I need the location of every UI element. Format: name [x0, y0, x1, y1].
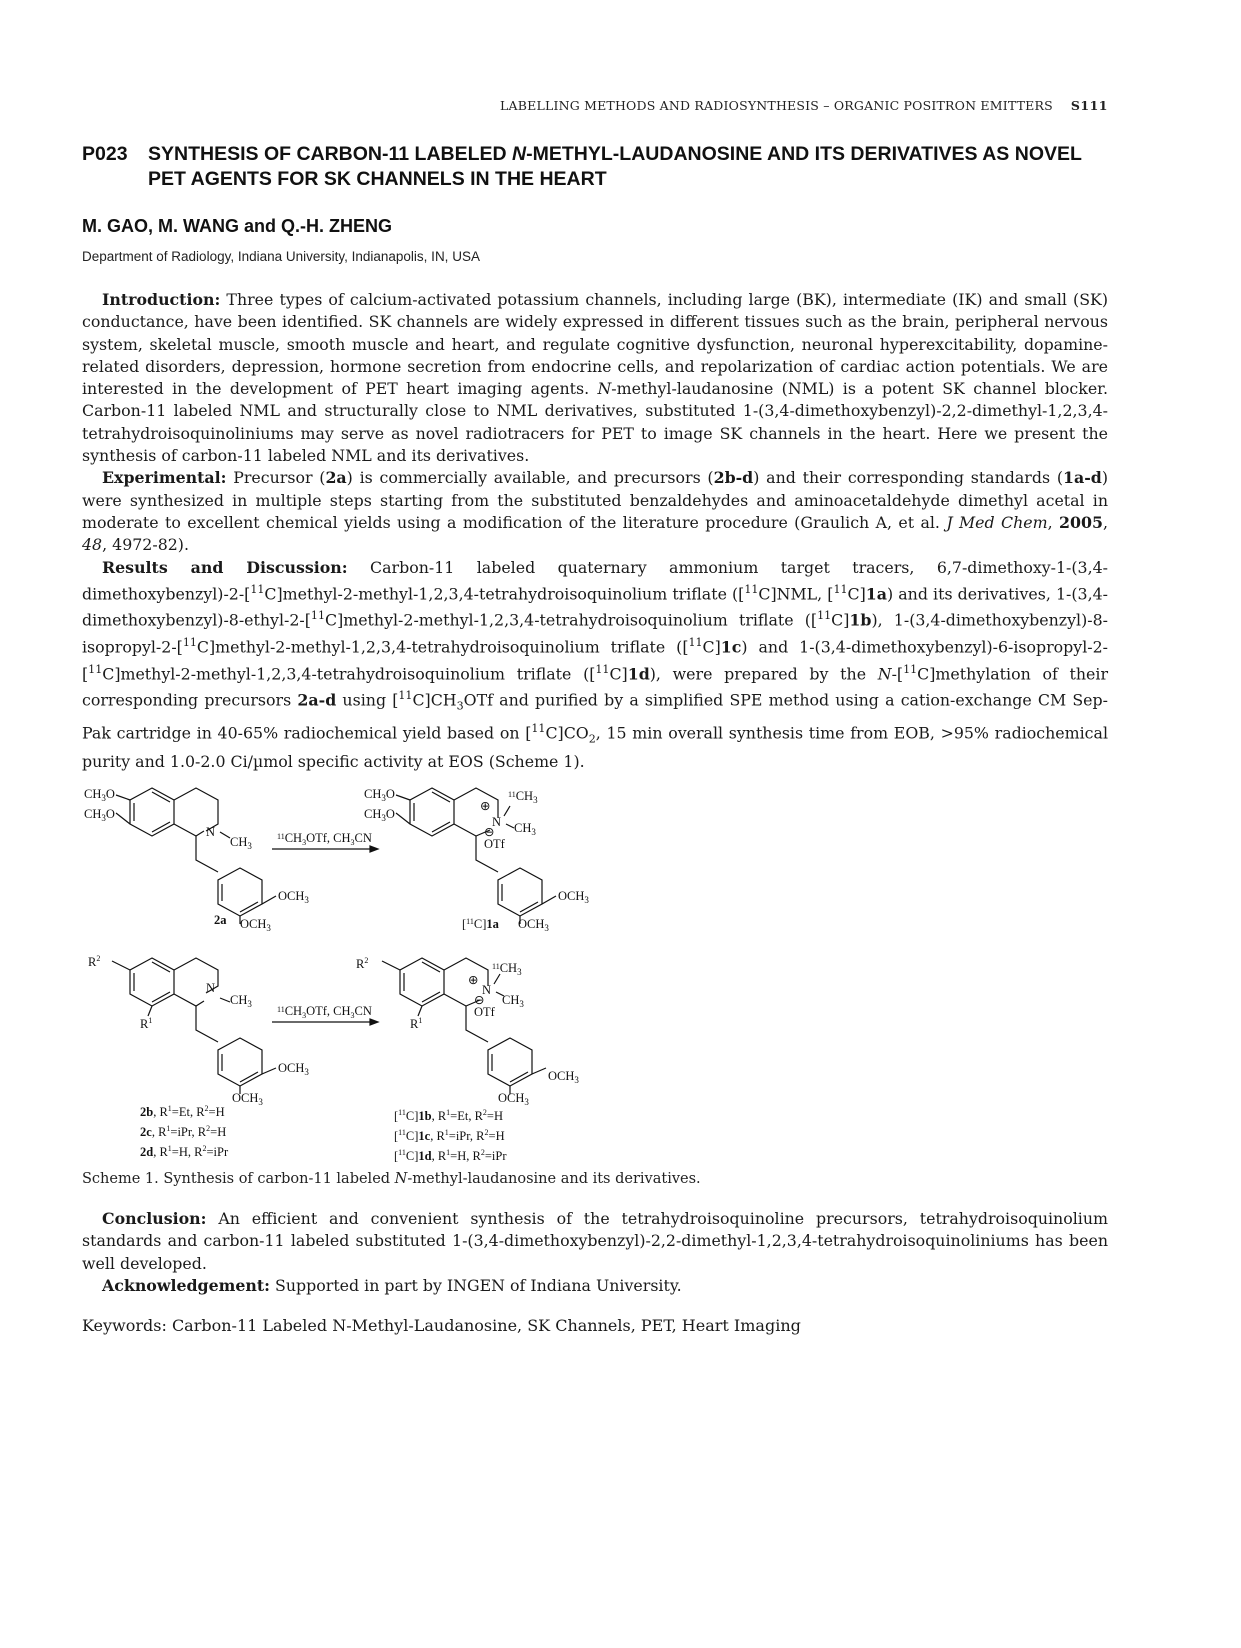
keywords: Keywords: Carbon-11 Labeled N-Methyl-Laudanosine, SK Channels, PET, Heart Imaging [82, 1316, 801, 1335]
running-header-text: LABELLING METHODS AND RADIOSYNTHESIS – ORGANIC POSITRON EMITTERS [500, 98, 1053, 113]
res-b-1d: 1d [627, 663, 650, 683]
caption-pre: Scheme 1. Synthesis of carbon-11 labeled [82, 1171, 395, 1187]
experimental-label: Experimental: [102, 468, 227, 488]
res-r9: C]methyl-2-methyl-1,2,3,4-tetrahydroisoquinolium triflate ([ [196, 637, 689, 657]
list-2d: 2d, $R^1=H$, $R^2=iPr$ [140, 1144, 229, 1159]
res-italic-n: N [877, 663, 892, 683]
caption-italic: N [394, 1171, 408, 1187]
bond [418, 1006, 422, 1016]
res-b-2ad: 2a-d [297, 690, 337, 710]
introduction-label: Introduction: [102, 290, 221, 309]
ring-1bd [444, 958, 488, 986]
bond [504, 806, 510, 816]
label-plus-charge: ⊕ [480, 799, 491, 813]
conclusion-label: Conclusion: [102, 1209, 207, 1228]
label-n-1a: N [492, 815, 502, 829]
exp-b1: 2a [325, 468, 347, 488]
res-r1: Carbon-11 labeled quaternary ammonium target tracers, 6,7-dimethoxy-1-(3,4-dimethoxybenzyl)-2-[ [82, 557, 1109, 604]
bond [220, 832, 230, 838]
res-sup: 11 [250, 582, 265, 596]
exp-b2: 2b-d [713, 468, 754, 488]
page-number: S111 [1070, 98, 1108, 113]
bond [196, 1006, 218, 1042]
exp-t2: ) is commercially available, and precursors ( [346, 468, 714, 488]
running-header [80, 98, 1108, 113]
caption-post: -methyl-laudanosine and its derivatives. [407, 1171, 701, 1187]
res-sup: 11 [903, 662, 918, 676]
label-och3-4-2bd: $OCH_3$ [278, 1061, 309, 1077]
res-r21: , 15 min overall synthesis time from EOB, >95% radiochemical purity and 1.0-2.0 Ci/µmol specific activity at EOS (Scheme 1). [82, 723, 1109, 771]
res-r6: C]methyl-2-methyl-1,2,3,4-tetrahydroisoquinolium triflate ([ [324, 610, 818, 630]
res-sup: 11 [182, 635, 197, 649]
res-sup: 11 [688, 635, 703, 649]
label-och3-4-2a: $OCH_3$ [278, 889, 309, 905]
res-sub2: 2 [588, 732, 596, 746]
bond [382, 961, 400, 970]
abstract-body [82, 289, 1108, 773]
list-1d: [$^{11}$C]1d, $R^1=H$, $R^2=iPr$ [394, 1148, 507, 1163]
label-reagent-top: $^{11}CH_3OTf$, $CH_3CN$ [277, 831, 372, 847]
bond [196, 836, 218, 872]
ring-1a [454, 788, 498, 818]
bond [532, 1068, 546, 1074]
label-n-1bd: N [482, 983, 492, 997]
ring-benzyl-2bd [218, 1038, 262, 1086]
abstract-code: P023 [82, 143, 128, 165]
label-ch3-1a: $CH_3$ [514, 821, 536, 837]
title-italic-n: N [512, 143, 527, 165]
label-och3-6: $CH_3O$ [84, 787, 115, 803]
authors: M. GAO, M. WANG and Q.-H. ZHENG [82, 216, 392, 236]
intro-text-1: Three types of calcium-activated potassium channels, including large (BK), intermediate (IK) and small (SK) conductance, have been identified. SK channels are widely expressed in different tissues such as the brain, peripheral nervous system, skeletal muscle, smooth muscle and heart, and regulate cognitive dysfunction, neuronal hyperexcitability, dopamine-related disorders, depression, hormone secretion from endocrine cells, and repolarization of cardiac action potentials. We are interested in the development of PET heart imaging agents. [82, 290, 1108, 399]
res-r14: ), were prepared by the [649, 663, 878, 683]
ring-benzyl-1bd [488, 1038, 532, 1086]
label-minus-charge: ⊖ [484, 825, 495, 839]
ring-aromatic-1bd [400, 958, 444, 1006]
ring-benzyl-1a [498, 868, 542, 916]
scheme-caption [82, 1171, 701, 1187]
bond [112, 961, 130, 970]
res-r10: C] [702, 637, 721, 657]
bond [220, 998, 230, 1002]
list-1b: [$^{11}$C]1b, $R^1=Et$, $R^2=H$ [394, 1108, 503, 1123]
exp-t1: Precursor ( [226, 468, 326, 488]
exp-volume: 48 [82, 535, 103, 555]
res-r17: using [ [336, 690, 399, 710]
label-och3-4-1a: $OCH_3$ [558, 889, 589, 905]
exp-journal: J Med Chem [946, 512, 1048, 532]
abstract-title [82, 142, 1112, 192]
label-och3-4-1bd: $OCH_3$ [548, 1069, 579, 1085]
label-n-2a: N [206, 825, 216, 839]
bond [196, 831, 204, 836]
bond [148, 1006, 152, 1016]
label-reagent-bottom: $^{11}CH_3OTf$, $CH_3CN$ [277, 1004, 372, 1020]
res-sup: 11 [744, 582, 759, 596]
exp-t4: ) were synthesized in multiple steps starting from the substituted benzaldehydes and aminoacetaldehyde dimethyl acetal in moderate to excellent chemical yields using a modification of the literature procedure (Graulich A, et al. [82, 468, 1109, 532]
res-r13: C] [609, 663, 628, 683]
label-r1-right: $R^1$ [410, 1016, 423, 1031]
exp-year: 2005 [1059, 512, 1103, 532]
bond [174, 824, 196, 836]
title-part2: -METHYL-LAUDANOSINE AND ITS DERIVATIVES AS NOVEL PET AGENTS FOR SK CHANNELS IN THE HEART [148, 143, 1082, 190]
label-r1-left: $R^1$ [140, 1016, 153, 1031]
results-paragraph [82, 557, 1108, 773]
label-11ch3-1a: $^{11}CH_3$ [508, 789, 538, 805]
affiliation: Department of Radiology, Indiana University, Indianapolis, IN, USA [82, 249, 480, 264]
res-r8: ), 1-(3,4-dimethoxybenzyl)-8-isopropyl-2-[ [82, 610, 1108, 657]
res-sup: 11 [88, 662, 103, 676]
res-sup: 11 [595, 662, 610, 676]
res-r19: OTf and purified by a simplified SPE method using a cation-exchange CM Sep-Pak cartridge in 40-65% radiochemical yield based on [ [82, 690, 1108, 743]
ring-aromatic-1a [410, 788, 454, 836]
label-otf-1bd: OTf [474, 1005, 495, 1019]
ring-aromatic-2a [130, 788, 174, 836]
res-r4: C] [847, 584, 866, 604]
experimental-paragraph [82, 467, 1108, 556]
res-b-1a: 1a [865, 584, 887, 604]
label-och3-3-1a: $OCH_3$ [518, 917, 549, 933]
label-2a: 2a [214, 913, 227, 927]
label-ch3-1bd: $CH_3$ [502, 993, 524, 1009]
abstract-body-conclusion [82, 1208, 1108, 1297]
acknowledgement-text: Supported in part by INGEN of Indiana University. [270, 1275, 682, 1295]
res-r15: -[ [891, 663, 904, 683]
label-r2-right: $R^2$ [356, 956, 369, 971]
label-och3-3-2a: $OCH_3$ [240, 917, 271, 933]
label-n-2bd: N [206, 981, 216, 995]
res-sup: 11 [310, 609, 325, 623]
bond [262, 896, 276, 904]
title-part1: SYNTHESIS OF CARBON-11 LABELED [148, 143, 513, 165]
label-och3-6-1a: $CH_3O$ [364, 787, 395, 803]
bond [506, 824, 514, 828]
res-r5: ) and its derivatives, 1-(3,4-dimethoxybenzyl)-8-ethyl-2-[ [82, 584, 1108, 630]
res-r20: C]CO [545, 723, 589, 743]
list-1c: [$^{11}$C]1c, $R^1=iPr$, $R^2=H$ [394, 1128, 505, 1143]
arrow-head [370, 846, 378, 852]
intro-text-2: -methyl-laudanosine (NML) is a potent SK channel blocker. Carbon-11 labeled NML and structurally close to NML derivatives, substituted 1-(3,4-dimethoxybenzyl)-2,2-dimethyl-1,2,3,4-tetrahydroisoquinoliniums may serve as novel radiotracers for PET to image SK channels in the heart. Here we present the synthesis of carbon-11 labeled NML and its derivatives. [82, 379, 1109, 466]
res-b-1b: 1b [849, 610, 872, 630]
label-och3-7-1a: $CH_3O$ [364, 807, 395, 823]
res-r3: C]NML, [ [758, 584, 834, 604]
title-text [148, 142, 1112, 192]
ring-aromatic-2bd [130, 958, 174, 1006]
label-1a: [$^{11}$C]1a [462, 917, 499, 931]
res-sup: 11 [531, 721, 546, 735]
res-r7: C] [831, 610, 850, 630]
res-r11: ) and 1-(3,4-dimethoxybenzyl)-6-isopropyl-2-[ [82, 637, 1108, 683]
label-otf-1a: OTf [484, 837, 505, 851]
exp-t5: , [1047, 512, 1059, 532]
conclusion-paragraph [82, 1208, 1108, 1275]
res-b-1c: 1c [720, 637, 742, 657]
res-sub3: 3 [456, 699, 464, 713]
label-och3-7: $CH_3O$ [84, 807, 115, 823]
label-och3-3-2bd: $OCH_3$ [232, 1091, 263, 1107]
label-11ch3-1bd: $^{11}CH_3$ [492, 961, 522, 977]
label-r2-left: $R^2$ [88, 954, 101, 969]
res-sup: 11 [817, 609, 832, 623]
res-r12: C]methyl-2-methyl-1,2,3,4-tetrahydroisoquinolium triflate ([ [102, 663, 596, 683]
list-2b: 2b, $R^1=Et$, $R^2=H$ [140, 1104, 225, 1119]
exp-b3: 1a-d [1063, 468, 1102, 488]
bond [494, 974, 500, 984]
results-label: Results and Discussion: [102, 557, 348, 577]
bond [396, 813, 410, 824]
exp-t3: ) and their corresponding standards ( [753, 468, 1063, 488]
bond [116, 813, 130, 824]
bond [542, 896, 556, 904]
acknowledgement-paragraph [82, 1275, 1108, 1297]
introduction-paragraph [82, 289, 1108, 467]
label-minus-charge-b: ⊖ [474, 993, 485, 1007]
list-2c: 2c, $R^1=iPr$, $R^2=H$ [140, 1124, 227, 1139]
res-sup: 11 [833, 582, 848, 596]
label-plus-charge-b: ⊕ [468, 973, 479, 987]
bond [396, 795, 410, 800]
arrow-head [370, 1019, 378, 1025]
exp-t6: , [1102, 512, 1108, 532]
bond [174, 994, 204, 1006]
label-ch3-n-2a: $CH_3$ [230, 835, 252, 851]
label-och3-3-1bd: $OCH_3$ [498, 1091, 529, 1107]
bond [116, 795, 130, 800]
bond [262, 1068, 276, 1074]
res-r16: C]methylation of their corresponding precursors [82, 663, 1109, 710]
label-ch3-n-2bd: $CH_3$ [230, 993, 252, 1009]
exp-t7: , 4972-82). [102, 535, 189, 555]
intro-italic-n: N [597, 379, 612, 399]
reaction-scheme [82, 776, 642, 1176]
acknowledgement-label: Acknowledgement: [102, 1275, 271, 1295]
ring-benzyl-2a [218, 868, 262, 916]
res-r2: C]methyl-2-methyl-1,2,3,4-tetrahydroisoquinolium triflate ([ [264, 584, 745, 604]
res-sup: 11 [398, 689, 413, 703]
res-r18: C]CH [412, 690, 457, 710]
conclusion-text: An efficient and convenient synthesis of the tetrahydroisoquinoline precursors, tetrahydroisoquinolium standards and carbon-11 labeled substituted 1-(3,4-dimethoxybenzyl)-2,2-dimethyl-1,2,3,4-tetrahydroisoquinoliniums has been well developed. [82, 1209, 1108, 1273]
